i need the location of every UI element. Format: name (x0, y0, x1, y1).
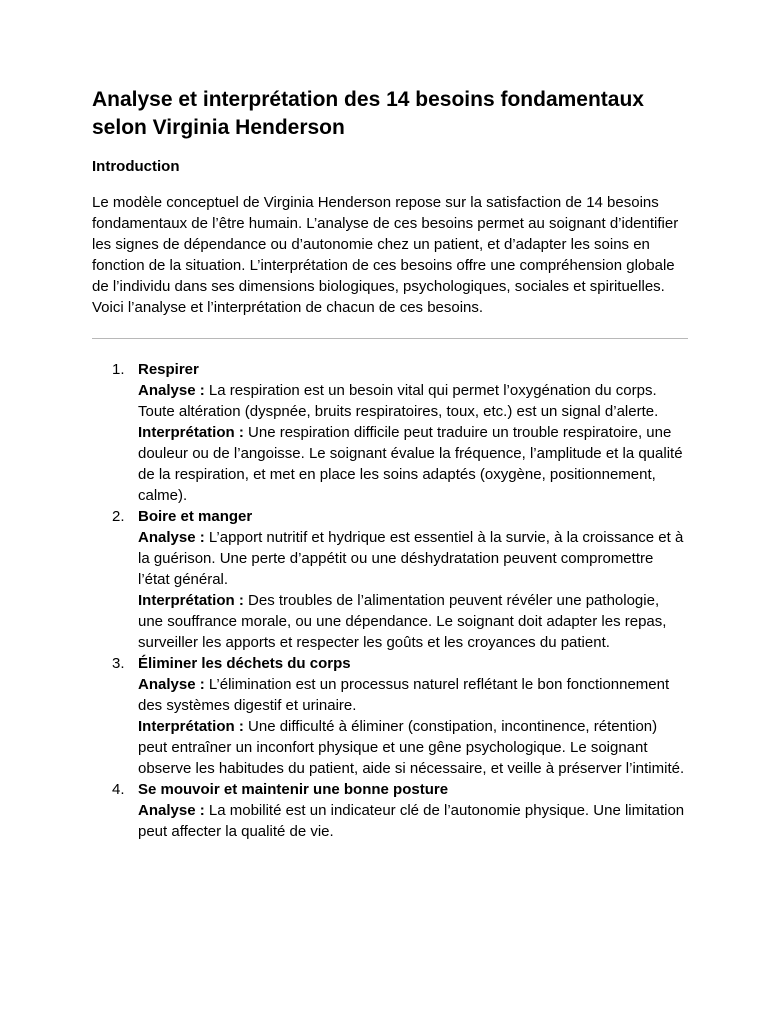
need-number: 1. (112, 361, 125, 378)
need-analysis (138, 527, 688, 590)
analysis-label: Analyse : (138, 802, 205, 819)
analysis-text: L’apport nutritif et hydrique est essentiel à la survie, à la croissance et à la guérison. Une perte d’appétit ou une déshydratation peuvent compromettre l’état général. (138, 529, 684, 588)
interpretation-text: Une difficulté à éliminer (constipation, incontinence, rétention) peut entraîner un inconfort physique et une gêne psychologique. Le soignant observe les habitudes du patient, aide si nécessaire, et veille à préserver l’intimité. (138, 718, 685, 777)
need-title: Éliminer les déchets du corps (138, 655, 351, 672)
need-interpretation (138, 590, 688, 653)
horizontal-divider (92, 338, 688, 339)
need-item-1 (92, 359, 688, 506)
need-title: Respirer (138, 361, 199, 378)
need-number: 3. (112, 655, 125, 672)
interpretation-label: Interprétation : (138, 718, 244, 735)
analysis-text: La respiration est un besoin vital qui permet l’oxygénation du corps. Toute altération (dyspnée, bruits respiratoires, toux, etc.) est un signal d’alerte. (138, 382, 659, 420)
intro-heading: Introduction (92, 158, 180, 175)
need-interpretation (138, 422, 688, 506)
analysis-text: L’élimination est un processus naturel reflétant le bon fonctionnement des systèmes digestif et urinaire. (138, 676, 670, 714)
interpretation-label: Interprétation : (138, 592, 244, 609)
need-title: Boire et manger (138, 508, 253, 525)
interpretation-label: Interprétation : (138, 424, 244, 441)
need-item-4 (92, 779, 688, 842)
analysis-label: Analyse : (138, 529, 205, 546)
need-number: 2. (112, 508, 125, 525)
intro-paragraph: Le modèle conceptuel de Virginia Henderson repose sur la satisfaction de 14 besoins fondamentaux de l’être humain. L’analyse de ces besoins permet au soignant d’identifier les signes de dépendance ou d’autonomie chez un patient, et d’adapter les soins en fonction de la situation. L’interprétation de ces besoins offre une compréhension globale de l’individu dans ses dimensions biologiques, psychologiques, sociales et spirituelles. Voici l’analyse et l’interprétation de chacun de ces besoins. (92, 194, 679, 316)
need-analysis (138, 380, 688, 422)
need-item-2 (92, 506, 688, 653)
analysis-text: La mobilité est un indicateur clé de l’autonomie physique. Une limitation peut affecter la qualité de vie. (138, 802, 685, 840)
need-item-3 (92, 653, 688, 779)
need-analysis (138, 800, 688, 842)
need-analysis (138, 674, 688, 716)
analysis-label: Analyse : (138, 676, 205, 693)
needs-list (92, 359, 688, 842)
need-title: Se mouvoir et maintenir une bonne posture (138, 781, 449, 798)
analysis-label: Analyse : (138, 382, 205, 399)
interpretation-text: Une respiration difficile peut traduire un trouble respiratoire, une douleur ou de l’angoisse. Le soignant évalue la fréquence, l’amplitude et la qualité de la respiration, et met en place les soins adaptés (oxygène, positionnement, calme). (138, 424, 683, 504)
need-number: 4. (112, 781, 125, 798)
need-interpretation (138, 716, 688, 779)
document-title: Analyse et interprétation des 14 besoins fondamentaux selon Virginia Henderson (92, 88, 644, 139)
interpretation-text: Des troubles de l’alimentation peuvent révéler une pathologie, une souffrance morale, ou une dépendance. Le soignant doit adapter les repas, surveiller les apports et respecter les goûts et les croyances du patient. (138, 592, 667, 651)
